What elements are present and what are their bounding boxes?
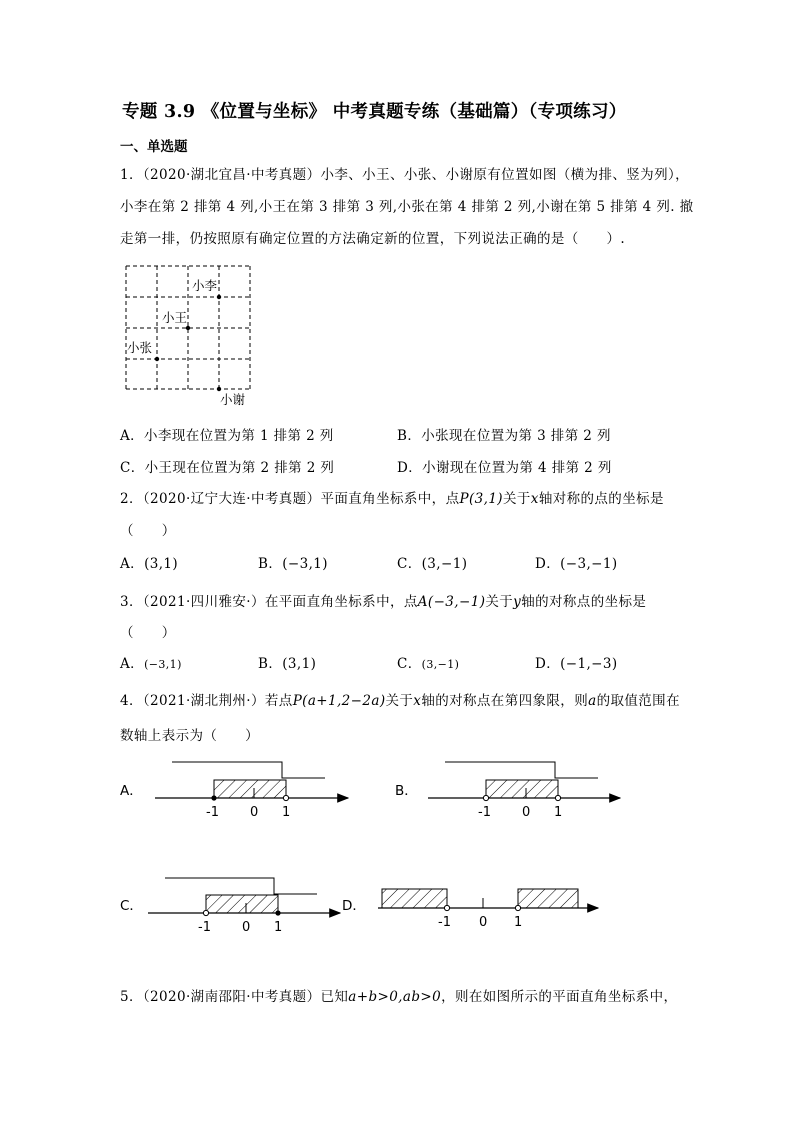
q3-point: A(−3,−1) — [417, 594, 486, 610]
option-b-tick-0: 0 — [522, 805, 531, 820]
q5-prefix: 5．（2020·湖南邵阳·中考真题）已知 — [120, 989, 349, 1005]
option-d-shaded-right — [518, 889, 578, 908]
q1-line-2: 小李在第 2 排第 4 列,小王在第 3 排第 3 列,小张在第 4 排第 2 列,小谢在第 5 排第 4 列. 撤 — [120, 199, 694, 215]
option-a-tick-1: 1 — [282, 805, 291, 820]
q3-option-a — [120, 652, 182, 672]
option-d-tick-1: 1 — [514, 915, 523, 930]
q2-suffix: 轴对称的点的坐标是 — [538, 491, 664, 507]
option-b-open-dot-right — [555, 795, 560, 800]
q2-option-b-label: B． — [258, 556, 283, 572]
q4-number-lines — [110, 758, 670, 948]
label-wang: 小王 — [162, 310, 188, 325]
option-c-shaded-region — [206, 895, 278, 913]
q2-paren: （ ） — [120, 523, 176, 539]
option-c-label: C． — [120, 898, 143, 914]
label-zhang: 小张 — [127, 340, 153, 355]
q1-line-1: 1．（2020·湖北宜昌·中考真题）小李、小王、小张、小谢原有位置如图（横为排、竖为列）， — [120, 167, 690, 183]
q3-stem — [120, 590, 646, 610]
q2-axis: x — [530, 491, 539, 507]
q2-option-d-value: (−3,−1) — [560, 556, 618, 572]
option-b-number-line — [395, 762, 620, 820]
option-c-number-line — [120, 878, 340, 935]
option-a-open-dot — [283, 795, 288, 800]
q3-axis: y — [513, 594, 522, 610]
q4-point: P(a+1,2−2a) — [292, 693, 386, 709]
q3-mid: 关于 — [485, 594, 514, 610]
q3-option-d-value: (−1,−3) — [560, 656, 618, 672]
option-b-tick-1: 1 — [554, 805, 563, 820]
q4-axis: x — [413, 693, 422, 709]
q3-option-c-label: C． — [397, 656, 422, 672]
seat-dot-li — [217, 295, 221, 299]
q2-option-b — [258, 552, 328, 572]
option-d-number-line — [342, 889, 598, 930]
q2-mid: 关于 — [502, 491, 531, 507]
q1-line-3: 走第一排，仍按照原有确定位置的方法确定新的位置，下列说法正确的是（ ）. — [120, 231, 626, 247]
option-c-open-dot — [203, 910, 208, 915]
q1-option-b: B．小张现在位置为第 3 排第 2 列 — [397, 428, 611, 444]
q2-option-c — [397, 552, 467, 572]
q3-option-a-value: (−3,1) — [144, 658, 182, 671]
option-a-label: A． — [120, 783, 143, 799]
option-c-closed-dot — [275, 910, 280, 915]
q4-prefix: 4．（2021·湖北荆州·）若点 — [120, 693, 293, 709]
seat-dot-wang — [186, 326, 190, 330]
q2-prefix: 2．（2020·辽宁大连·中考真题）平面直角坐标系中，点 — [120, 491, 460, 507]
q2-point: P(3,1) — [459, 491, 503, 507]
q1-seat-grid — [120, 262, 260, 412]
label-xie: 小谢 — [220, 392, 246, 407]
option-d-shaded-left — [382, 889, 447, 908]
q2-option-c-value: (3,−1) — [421, 556, 468, 572]
q2-option-a-label: A． — [120, 556, 145, 572]
option-c-tick-m1: -1 — [198, 920, 211, 935]
q4-suffix2: 的取值范围在 — [596, 693, 680, 709]
page-title: 专题 3.9 《位置与坐标》 中考真题专练（基础篇）（专项练习） — [122, 102, 627, 122]
q3-option-c-value: (3,−1) — [421, 658, 460, 671]
option-d-tick-0: 0 — [479, 915, 488, 930]
q2-option-a — [120, 552, 178, 572]
q2-option-c-label: C． — [397, 556, 422, 572]
q2-option-a-value: (3,1) — [144, 556, 179, 572]
option-b-tick-m1: -1 — [478, 805, 491, 820]
q1-option-d: D．小谢现在位置为第 4 排第 2 列 — [397, 460, 612, 476]
seat-dot-xie — [217, 387, 221, 391]
label-li: 小李 — [192, 278, 218, 293]
option-c-tick-0: 0 — [242, 920, 251, 935]
q1-option-a: A．小李现在位置为第 1 排第 2 列 — [120, 428, 334, 444]
q2-option-d-label: D． — [535, 556, 561, 572]
option-a-number-line — [120, 762, 348, 820]
option-b-open-dot-left — [483, 795, 488, 800]
option-d-label: D． — [342, 898, 366, 914]
q4-suffix: 轴的对称点在第四象限，则 — [421, 693, 589, 709]
q3-prefix: 3．（2021·四川雅安·）在平面直角坐标系中，点 — [120, 594, 418, 610]
q4-line-2: 数轴上表示为（ ） — [120, 728, 259, 744]
q2-option-d — [535, 552, 618, 572]
q3-option-b-label: B． — [258, 656, 283, 672]
q3-paren: （ ） — [120, 625, 176, 641]
option-a-shaded-region — [214, 780, 286, 798]
q3-option-d-label: D． — [535, 656, 561, 672]
q3-suffix: 轴的对称点的坐标是 — [521, 594, 647, 610]
option-d-tick-m1: -1 — [438, 915, 451, 930]
q3-option-c — [397, 652, 459, 672]
q3-option-d — [535, 652, 618, 672]
option-b-label: B． — [395, 783, 418, 799]
option-d-open-dot-right — [515, 905, 520, 910]
q3-option-b-value: (3,1) — [282, 656, 317, 672]
q5-suffix: ，则在如图所示的平面直角坐标系中， — [441, 989, 678, 1005]
q4-var: a — [588, 693, 597, 709]
q5-condition: a+b>0,ab>0 — [348, 989, 442, 1005]
q4-mid: 关于 — [385, 693, 414, 709]
option-a-tick-m1: -1 — [206, 805, 219, 820]
q1-option-c: C．小王现在位置为第 2 排第 2 列 — [120, 460, 335, 476]
section-heading: 一、单选题 — [120, 139, 188, 155]
q2-stem — [120, 487, 664, 507]
option-d-open-dot-left — [444, 905, 449, 910]
option-a-tick-0: 0 — [250, 805, 259, 820]
option-a-closed-dot — [211, 795, 216, 800]
q5-stem — [120, 985, 677, 1005]
q3-option-a-label: A． — [120, 656, 145, 672]
q4-stem — [120, 689, 680, 709]
seat-dot-zhang — [155, 357, 159, 361]
option-c-tick-1: 1 — [274, 920, 283, 935]
q2-option-b-value: (−3,1) — [282, 556, 328, 572]
q3-option-b — [258, 652, 316, 672]
option-b-shaded-region — [486, 780, 558, 798]
